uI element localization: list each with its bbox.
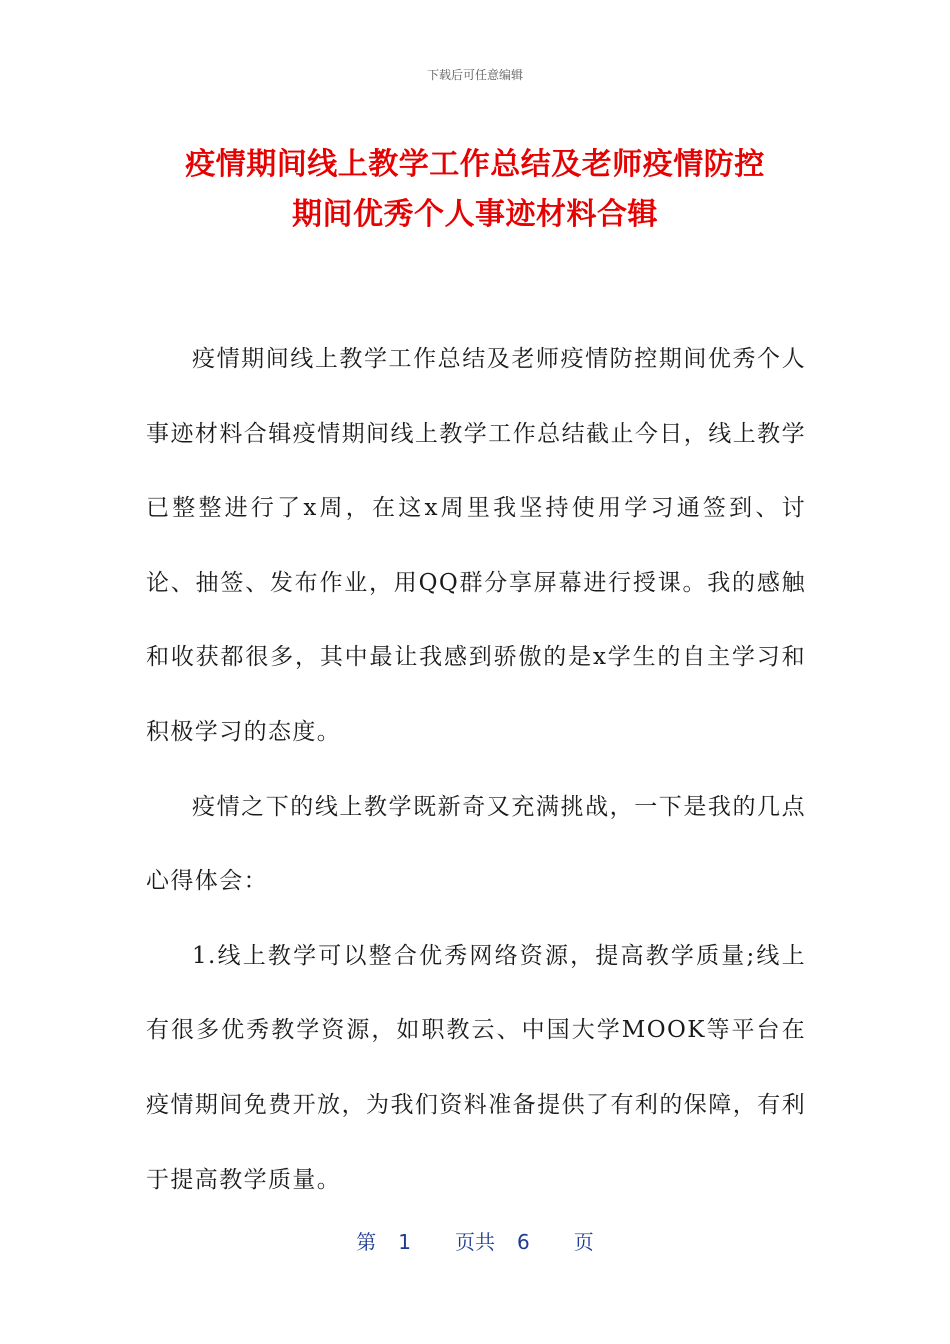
header-note: 下载后可任意编辑 — [426, 68, 523, 82]
paragraph: 1.线上教学可以整合优秀网络资源，提高教学质量;线上有很多优秀教学资源，如职教云、中国大学MOOK等平台在疫情期间免费开放，为我们资料准备提供了有利的保障，有利于提高教学质量。 — [146, 942, 806, 1193]
paragraph: 疫情之下的线上教学既新奇又充满挑战，一下是我的几点心得体会： — [146, 793, 806, 895]
footer-prefix: 第 — [356, 1230, 377, 1254]
title-line-1: 疫情期间线上教学工作总结及老师疫情防控 — [185, 147, 765, 182]
total-pages-number: 6 — [517, 1230, 530, 1254]
current-page-number: 1 — [398, 1230, 411, 1254]
paragraph: 疫情期间线上教学工作总结及老师疫情防控期间优秀个人事迹材料合辑疫情期间线上教学工作总结截止今日，线上教学已整整进行了x周，在这x周里我坚持使用学习通签到、讨论、抽签、发布作业，用QQ群分享屏幕进行授课。我的感触和收获都很多，其中最让我感到骄傲的是x学生的自主学习和积极学习的态度。 — [146, 346, 806, 745]
footer-middle: 页共 — [455, 1230, 495, 1254]
page-footer — [0, 1226, 950, 1255]
footer-suffix: 页 — [573, 1230, 594, 1254]
title-line-2: 期间优秀个人事迹材料合辑 — [292, 197, 658, 232]
document-title — [140, 140, 810, 240]
document-body — [146, 322, 806, 1217]
